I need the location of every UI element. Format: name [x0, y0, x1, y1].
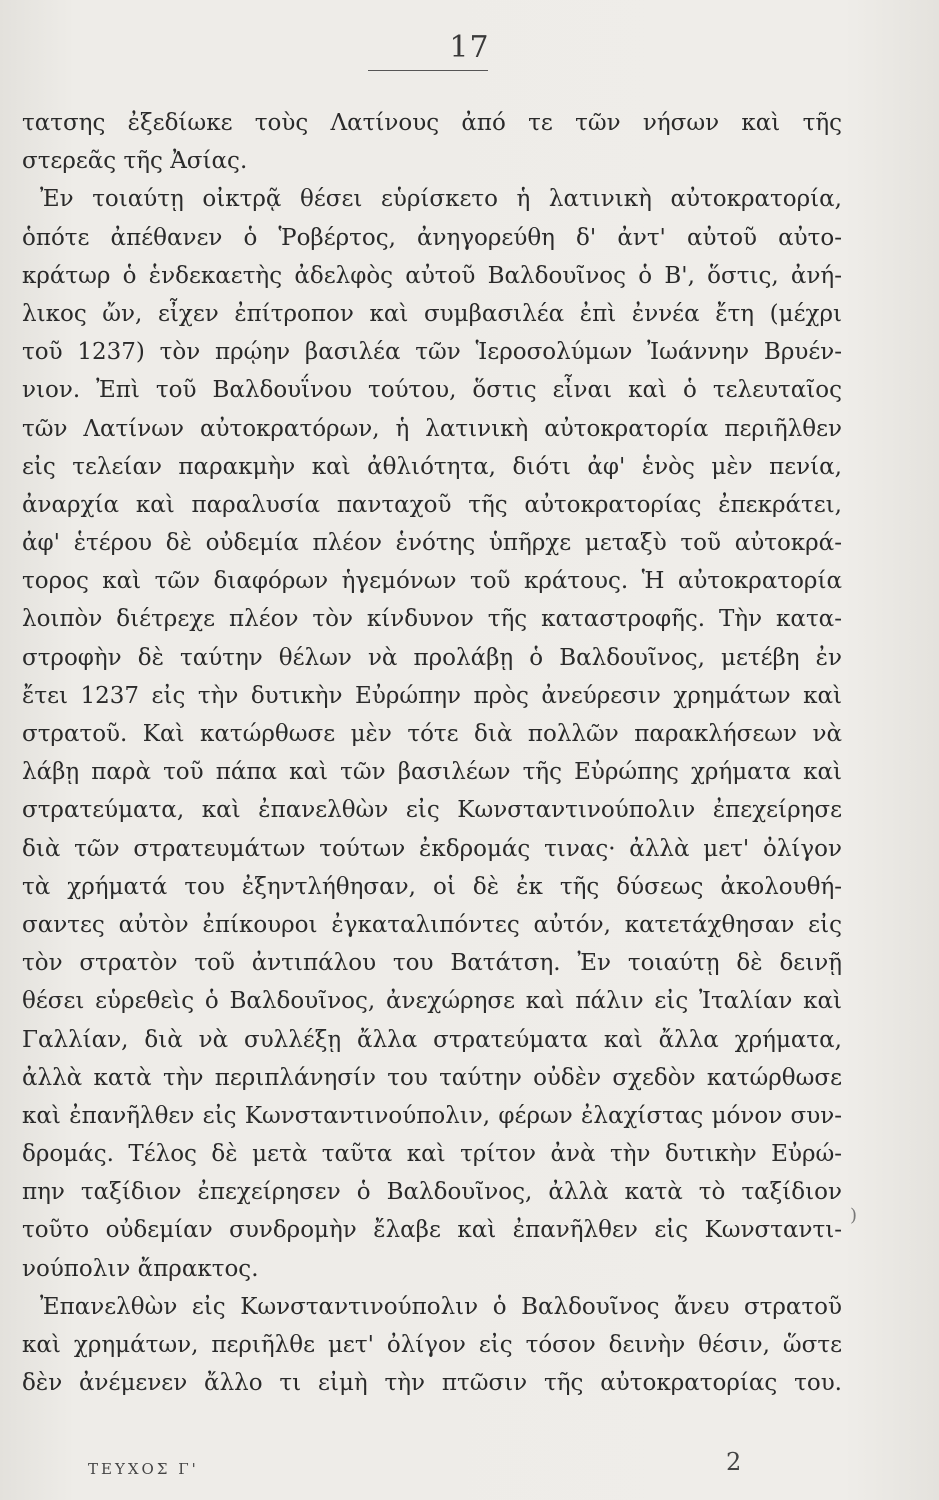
- text-line: Ἐν τοιαύτῃ οἰκτρᾷ θέσει εὑρίσκετο ἡ λατινικὴ αὐτοκρατορία,: [40, 186, 842, 213]
- text-line: τὰ χρήματά του ἐξηντλήθησαν, οἱ δὲ ἐκ τῆς δύσεως ἀκολουθή-: [22, 873, 842, 900]
- text-line: ὁπότε ἀπέθανεν ὁ Ῥοβέρτος, ἀνηγορεύθη δ' ἀντ' αὐτοῦ αὐτο-: [22, 224, 842, 251]
- text-line: τὸν στρατὸν τοῦ ἀντιπάλου του Βατάτση. Ἐν τοιαύτῃ δὲ δεινῇ: [22, 950, 842, 977]
- text-line: τῶν Λατίνων αὐτοκρατόρων, ἡ λατινικὴ αὐτοκρατορία περιῆλθεν: [22, 415, 842, 442]
- text-line: δὲν ἀνέμενεν ἄλλο τι εἰμὴ τὴν πτῶσιν τῆς αὐτοκρατορίας του.: [22, 1370, 842, 1397]
- text-line: στερεᾶς τῆς Ἀσίας.: [22, 148, 248, 175]
- text-line: διὰ τῶν στρατευμάτων τούτων ἐκδρομάς τινας· ἀλλὰ μετ' ὀλίγον: [22, 835, 842, 862]
- text-line: τοῦ 1237) τὸν πρῴην βασιλέα τῶν Ἱεροσολύμων Ἰωάννην Βρυέν-: [22, 339, 842, 366]
- text-line: Γαλλίαν, διὰ νὰ συλλέξῃ ἄλλα στρατεύματα καὶ ἄλλα χρήματα,: [22, 1026, 842, 1053]
- text-line: λάβῃ παρὰ τοῦ πάπα καὶ τῶν βασιλέων τῆς Εὐρώπης χρήματα καὶ: [22, 759, 842, 786]
- footer-signature: ΤΕΥΧΟΣ Γ': [88, 1460, 199, 1478]
- text-line: ἀλλὰ κατὰ τὴν περιπλάνησίν του ταύτην οὐδὲν σχεδὸν κατώρθωσε: [22, 1064, 842, 1091]
- text-line: θέσει εὑρεθεὶς ὁ Βαλδουῖνος, ἀνεχώρησε καὶ πάλιν εἰς Ἰταλίαν καὶ: [22, 988, 842, 1015]
- footer-sheet-number: 2: [726, 1448, 742, 1476]
- body-text: [22, 104, 842, 1402]
- text-line: ἀναρχία καὶ παραλυσία πανταχοῦ τῆς αὐτοκρατορίας ἐπεκράτει,: [22, 491, 842, 518]
- text-line: πην ταξίδιον ἐπεχείρησεν ὁ Βαλδουῖνος, ἀλλὰ κατὰ τὸ ταξίδιον: [22, 1179, 842, 1206]
- text-line: λικος ὤν, εἶχεν ἐπίτροπον καὶ συμβασιλέα ἐπὶ ἐννέα ἔτη (μέχρι: [22, 300, 842, 327]
- header-rule: [368, 70, 488, 71]
- text-line: ἔτει 1237 εἰς τὴν δυτικὴν Εὐρώπην πρὸς ἀνεύρεσιν χρημάτων καὶ: [22, 682, 842, 709]
- text-line: τατσης ἐξεδίωκε τοὺς Λατίνους ἀπό τε τῶν νήσων καὶ τῆς: [22, 110, 842, 136]
- text-line: σαντες αὐτὸν ἐπίκουροι ἐγκαταλιπόντες αὐτόν, κατετάχθησαν εἰς: [22, 911, 842, 938]
- text-line: στρατοῦ. Καὶ κατώρθωσε μὲν τότε διὰ πολλῶν παρακλήσεων νὰ: [22, 721, 842, 747]
- margin-mark: ): [850, 1205, 858, 1226]
- text-line: λοιπὸν διέτρεχε πλέον τὸν κίνδυνον τῆς καταστροφῆς. Τὴν κατα-: [22, 606, 842, 633]
- page-number: 17: [449, 30, 490, 65]
- text-line: κράτωρ ὁ ἑνδεκαετὴς ἀδελφὸς αὐτοῦ Βαλδουῖνος ὁ Β', ὅστις, ἀνή-: [22, 262, 842, 289]
- text-line: καὶ ἐπανῆλθεν εἰς Κωνσταντινούπολιν, φέρων ἐλαχίστας μόνον συν-: [22, 1102, 842, 1129]
- text-line: στρατεύματα, καὶ ἐπανελθὼν εἰς Κωνσταντινούπολιν ἐπεχείρησε: [22, 797, 842, 824]
- text-line: δρομάς. Τέλος δὲ μετὰ ταῦτα καὶ τρίτον ἀνὰ τὴν δυτικὴν Εὐρώ-: [22, 1141, 842, 1168]
- text-line: στροφὴν δὲ ταύτην θέλων νὰ προλάβῃ ὁ Βαλδουῖνος, μετέβη ἐν: [22, 644, 842, 671]
- text-line: ἀφ' ἑτέρου δὲ οὐδεμία πλέον ἑνότης ὑπῆρχε μεταξὺ τοῦ αὐτοκρά-: [22, 530, 842, 557]
- text-line: εἰς τελείαν παρακμὴν καὶ ἀθλιότητα, διότι ἀφ' ἑνὸς μὲν πενία,: [22, 453, 842, 480]
- text-line: νούπολιν ἄπρακτος.: [22, 1255, 259, 1282]
- text-line: καὶ χρημάτων, περιῆλθε μετ' ὀλίγον εἰς τόσον δεινὴν θέσιν, ὥστε: [22, 1332, 842, 1358]
- text-line: τορος καὶ τῶν διαφόρων ἡγεμόνων τοῦ κράτους. Ἡ αὐτοκρατορία: [22, 568, 842, 595]
- text-line: Ἐπανελθὼν εἰς Κωνσταντινούπολιν ὁ Βαλδουῖνος ἄνευ στρατοῦ: [40, 1293, 842, 1320]
- text-line: νιον. Ἐπὶ τοῦ Βαλδουΐνου τούτου, ὅστις εἶναι καὶ ὁ τελευταῖος: [22, 377, 842, 404]
- text-line: τοῦτο οὐδεμίαν συνδρομὴν ἔλαβε καὶ ἐπανῆλθεν εἰς Κωνσταντι-: [22, 1217, 842, 1244]
